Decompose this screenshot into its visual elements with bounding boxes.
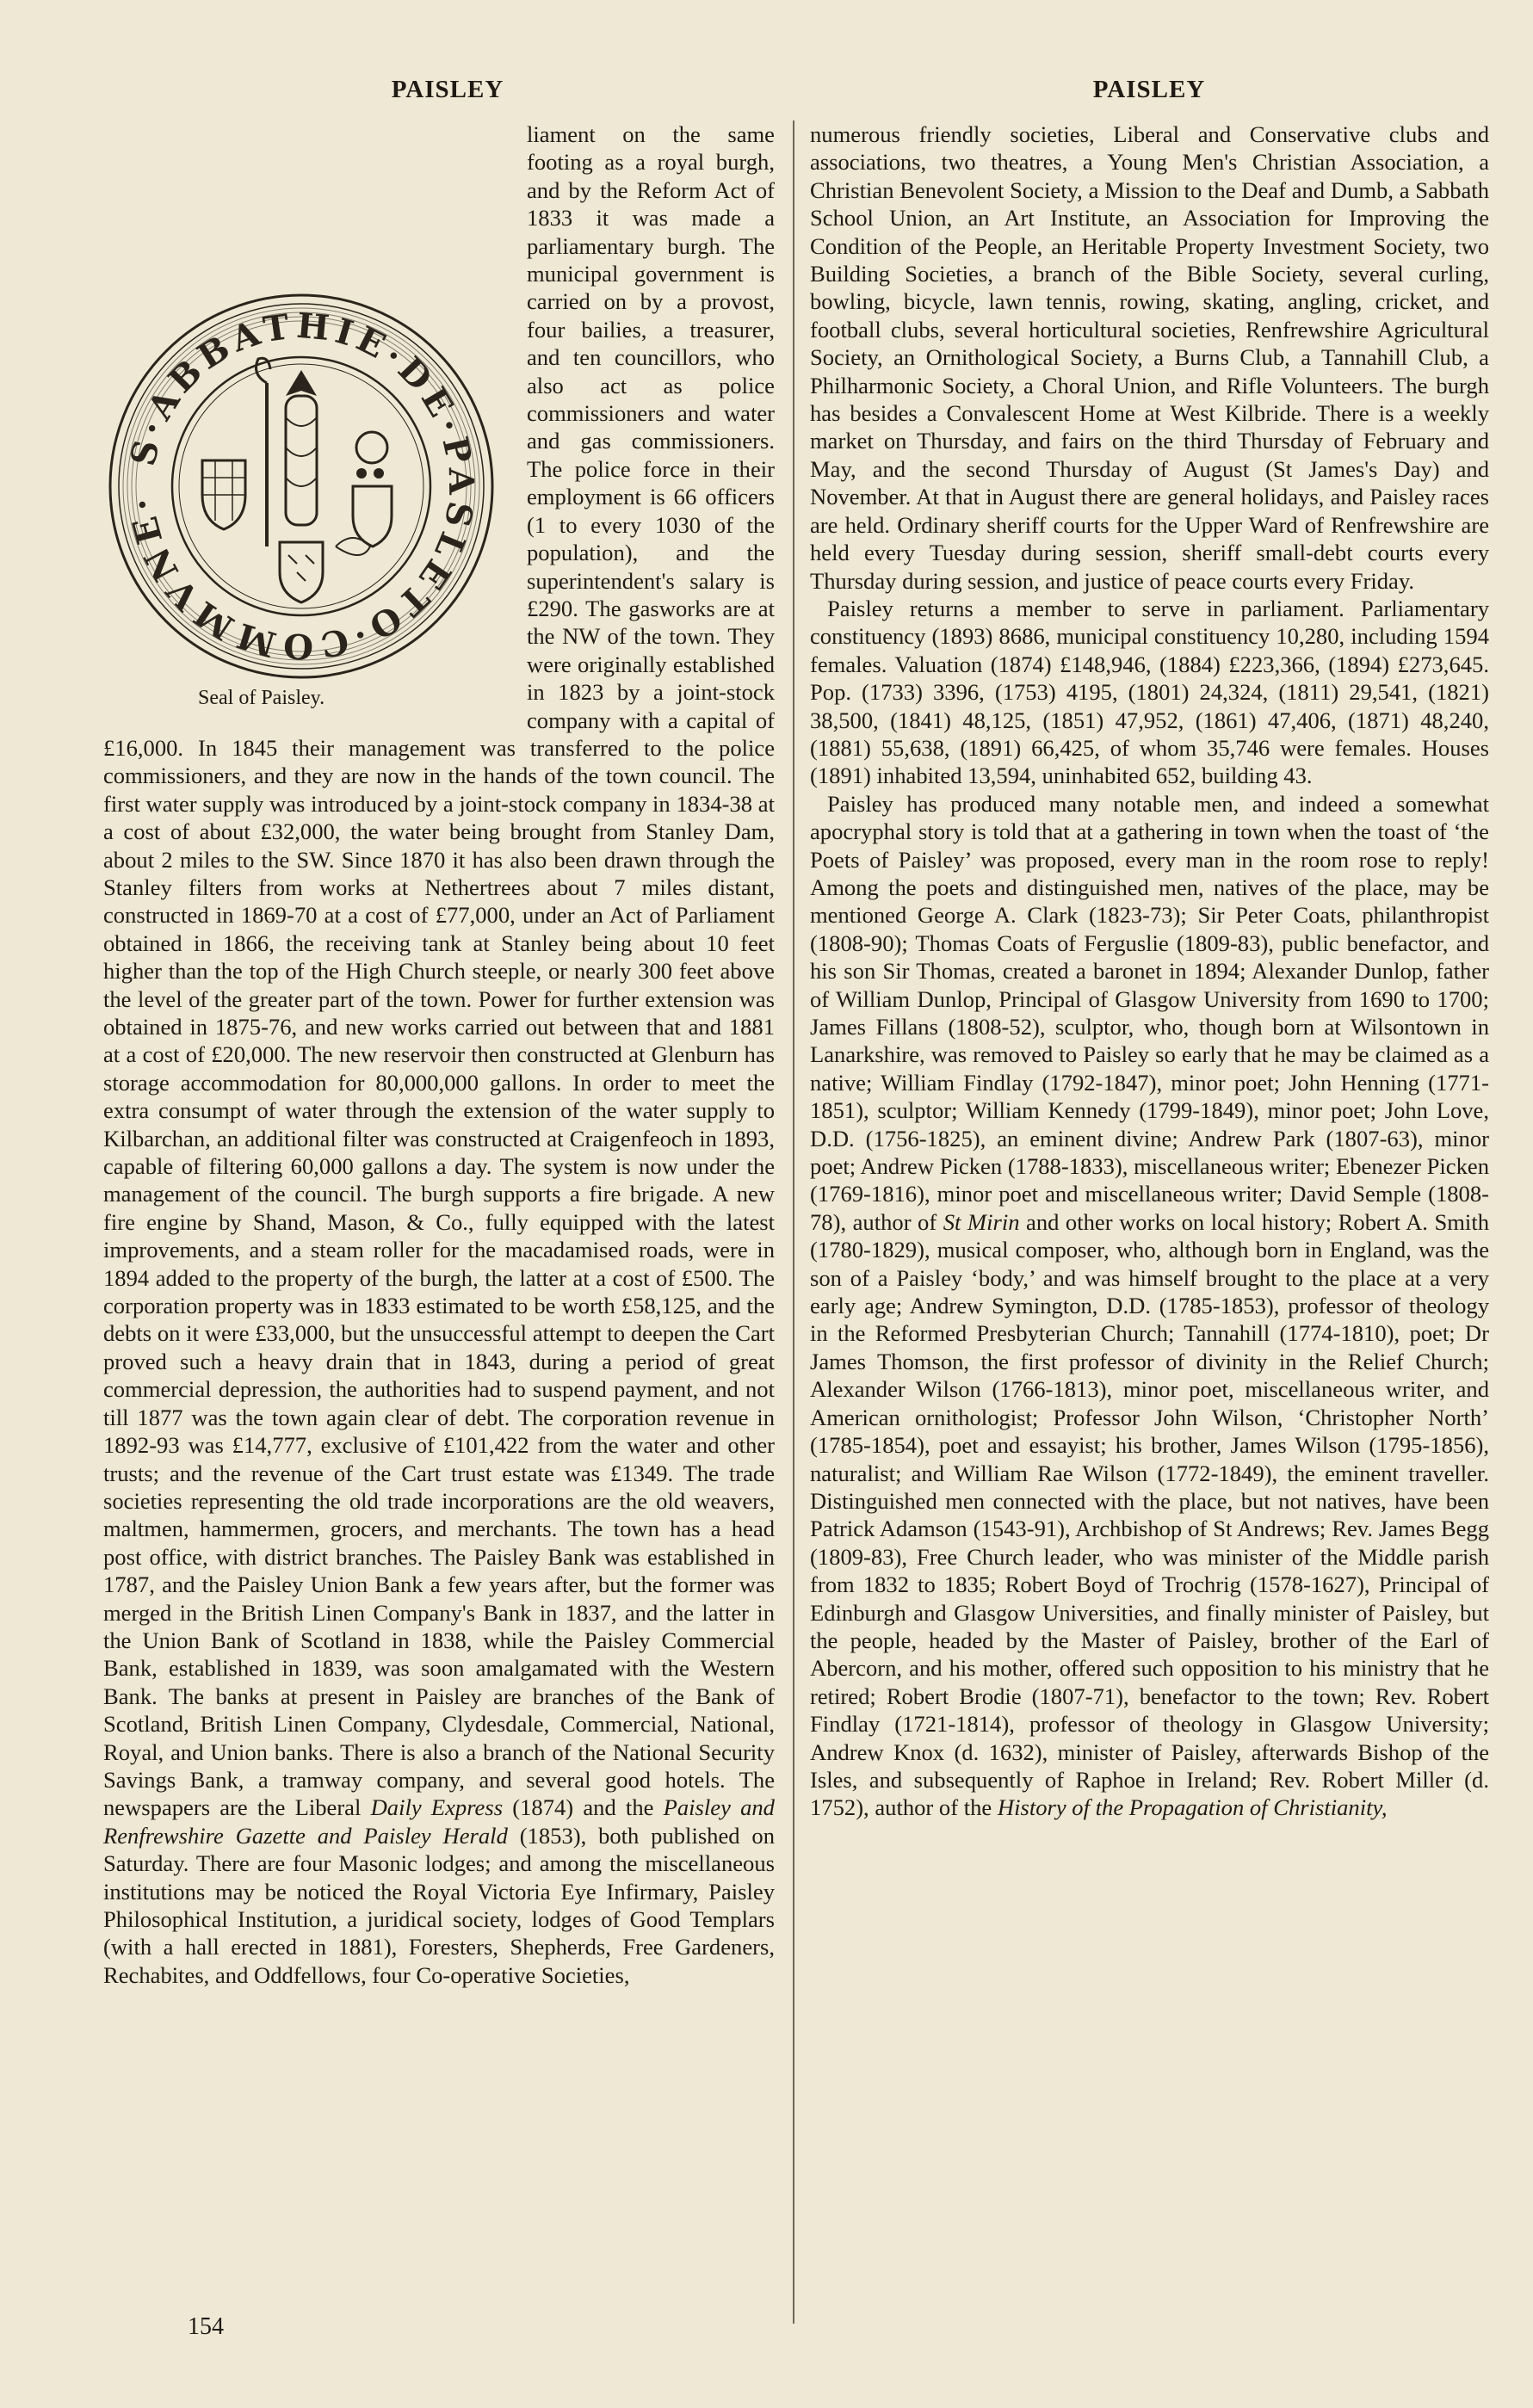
- right-paragraph-3: [810, 790, 1489, 1822]
- page-number: 154: [188, 2313, 224, 2340]
- left-text-2: (1874) and the: [503, 1794, 664, 1821]
- seal-of-paisley-image: [103, 288, 499, 684]
- right-italic-1: St Mirin: [943, 1208, 1020, 1235]
- left-italic-2: Paisley and Renfrewshire Gazette and Paisley Herald: [103, 1794, 775, 1849]
- left-text-1: liament on the same footing as a royal burgh, and by the Reform Act of 1833 it was made a parliamentary burgh. The municipal government is carried on by a provost, four bailies, a treasurer, and ten councillors, who also act as police commissioners and water and gas commissioners. The police force in their employment is 66 officers (1 to every 1030 of the population), and the superintendent's salary is £290. The gasworks are at the NW of the town. They were originally established in 1823 by a joint-stock company with a capital of £16,000. In 1845 their management was transferred to the police commissioners, and they are now in the hands of the town council. The first water supply was introduced by a joint-stock company in 1834-38 at a cost of about £32,000, the water being brought from Stanley Dam, about 2 miles to the SW. Since 1870 it has also been drawn through the Stanley filters from works at Nethertrees about 7 miles distant, constructed in 1869-70 at a cost of £77,000, under an Act of Parliament obtained in 1866, the receiving tank at Stanley being about 10 feet higher than the top of the High Church steeple, or nearly 300 feet above the level of the greater part of the town. Power for further extension was obtained in 1875-76, and new works carried out between that and 1881 at a cost of £20,000. The new reservoir then constructed at Glenburn has storage accommodation for 80,000,000 gallons. In order to meet the extra consumpt of water through the extension of the water supply to Kilbarchan, an additional filter was constructed at Craigenfeoch in 1893, capable of filtering 60,000 gallons a day. The system is now under the management of the council. The burgh supports a fire brigade. A new fire engine by Shand, Mason, & Co., fully equipped with the latest improvements, and a steam roller for the macadamised roads, were in 1894 added to the property of the burgh, the latter at a cost of £500. The corporation property was in 1833 estimated to be worth £58,125, and the debts on it were £33,000, but the unsuccessful attempt to deepen the Cart proved such a heavy drain that in 1843, during a period of great commercial depression, the authorities had to suspend payment, and not till 1877 was the town again clear of debt. The corporation revenue in 1892-93 was £14,777, exclusive of £101,422 from the water and other trusts; and the revenue of the Cart trust estate was £1349. The trade societies representing the old trade incorporations are the old weavers, maltmen, hammermen, grocers, and merchants. The town has a head post office, with district branches. The Paisley Bank was established in 1787, and the Paisley Union Bank a few years after, but the former was merged in the British Linen Company's Bank in 1837, and the latter in the Union Bank of Scotland in 1838, while the Paisley Commercial Bank, established in 1839, was soon amalgamated with the Western Bank. The banks at present in Paisley are branches of the Bank of Scotland, British Linen Company, Clydesdale, Commercial, National, Royal, and Union banks. There is also a branch of the National Security Savings Bank, a tramway company, and several good hotels. The newspapers are the Liberal: [103, 121, 775, 1821]
- svg-text:S·ABBATHIE·DE·PASLETO·COMMVNE·: S·ABBATHIE·DE·PASLETO·COMMVNE·: [121, 305, 482, 667]
- right-text-3a: Paisley has produced many notable men, and indeed a somewhat apocryphal story is told that at a gathering in town when the toast of ‘the Poets of Paisley’ was proposed, every man in the room rose to reply! Among the poets and distinguished men, natives of the place, may be mentioned George A. Clark (1823-73); Sir Peter Coats, philanthropist (1808-90); Thomas Coats of Ferguslie (1809-83), public benefactor, and his son Sir Thomas, created a baronet in 1894; Alexander Dunlop, father of William Dunlop, Principal of Glasgow University from 1690 to 1700; James Fillans (1808-52), sculptor, who, though born at Wilsontown in Lanarkshire, was removed to Paisley so early that he may be claimed as a native; William Findlay (1792-1847), minor poet; John Henning (1771-1851), sculptor; William Kennedy (1799-1849), minor poet; John Love, D.D. (1756-1825), an eminent divine; Andrew Park (1807-63), minor poet; Andrew Picken (1788-1833), miscellaneous writer; Ebenezer Picken (1769-1816), minor poet and miscellaneous writer; David Semple (1808-78), author of: [810, 790, 1489, 1235]
- right-paragraph-1: numerous friendly societies, Liberal and Conservative clubs and associations, two theatres, a Young Men's Christian Association, a Christian Benevolent Society, a Mission to the Deaf and Dumb, a Sabbath School Union, an Art Institute, an Association for Improving the Condition of the People, an Heritable Property Investment Society, two Building Societies, a branch of the Bible Society, several curling, bowling, bicycle, lawn tennis, rowing, skating, angling, cricket, and football clubs, several horticultural societies, Renfrewshire Agricultural Society, an Ornithological Society, a Burns Club, a Tannahill Club, a Philharmonic Society, a Choral Union, and Rifle Volunteers. The burgh has besides a Convalescent Home at West Kilbride. There is a weekly market on Thursday, and fairs on the third Thursday of February and May, and the second Thursday of August (St James's Day) and November. At that in August there are general holidays, and Paisley races are held. Ordinary sheriff courts for the Upper Ward of Renfrewshire are held every Tuesday during session, sheriff small-debt courts every Thursday during session, and justice of peace courts every Friday.: [810, 121, 1489, 594]
- running-header-right: PAISLEY: [1092, 76, 1206, 103]
- seal-caption: Seal of Paisley.: [198, 687, 325, 709]
- left-text-3: (1853), both published on Saturday. There are four Masonic lodges; and among the miscellaneous institutions may be noticed the Royal Victoria Eye Infirmary, Paisley Philosophical Institution, a juridical society, lodges of Good Templars (with a hall erected in 1881), Foresters, Shepherds, Free Gardeners, Rechabites, and Oddfellows, four Co-operative Societies,: [103, 1822, 775, 1988]
- right-text-3b: and other works on local history; Robert A. Smith (1780-1829), musical composer, who, although born in England, was the son of a Paisley ‘body,’ and was himself brought to the place at a very early age; Andrew Symington, D.D. (1785-1853), professor of theology in the Reformed Presbyterian Church; Tannahill (1774-1810), poet; Dr James Thomson, the first professor of divinity in the Relief Church; Alexander Wilson (1766-1813), minor poet, miscellaneous writer, and American ornithologist; Professor John Wilson, ‘Christopher North’ (1785-1854), poet and essayist; his brother, James Wilson (1795-1856), naturalist; and William Rae Wilson (1772-1849), the eminent traveller. Distinguished men connected with the place, but not natives, have been Patrick Adamson (1543-91), Archbishop of St Andrews; Rev. James Begg (1809-83), Free Church leader, who was minister of the Middle parish from 1832 to 1835; Robert Boyd of Trochrig (1578-1627), Principal of Edinburgh and Glasgow Universities, and finally minister of Paisley, but the people, headed by the Master of Paisley, brother of the Earl of Abercorn, and his mother, offered such opposition to his ministry that he retired; Robert Brodie (1807-71), benefactor to the town; Rev. Robert Findlay (1721-1814), professor of theology in Glasgow University; Andrew Knox (d. 1632), minister of Paisley, afterwards Bishop of the Isles, and subsequently of Raphoe in Ireland; Rev. Robert Miller (d. 1752), author of the: [810, 1208, 1490, 1821]
- running-header-left: PAISLEY: [391, 76, 504, 103]
- left-italic-1: Daily Express: [370, 1794, 504, 1821]
- right-paragraph-2: Paisley returns a member to serve in parliament. Parliamentary constituency (1893) 8686, municipal constituency 10,280, including 1594 females. Valuation (1874) £148,946, (1884) £223,366, (1894) £273,645. Pop. (1733) 3396, (1753) 4195, (1801) 24,324, (1811) 29,541, (1821) 38,500, (1841) 48,125, (1851) 47,952, (1861) 47,406, (1871) 48,240, (1881) 55,638, (1891) 66,425, of whom 35,746 were females. Houses (1891) inhabited 13,594, uninhabited 652, building 43.: [810, 595, 1489, 789]
- column-divider: [793, 120, 794, 2324]
- right-column: [810, 120, 1489, 1822]
- seal-illustration: [103, 288, 499, 719]
- right-italic-2: History of the Propagation of Christianity,: [997, 1794, 1388, 1821]
